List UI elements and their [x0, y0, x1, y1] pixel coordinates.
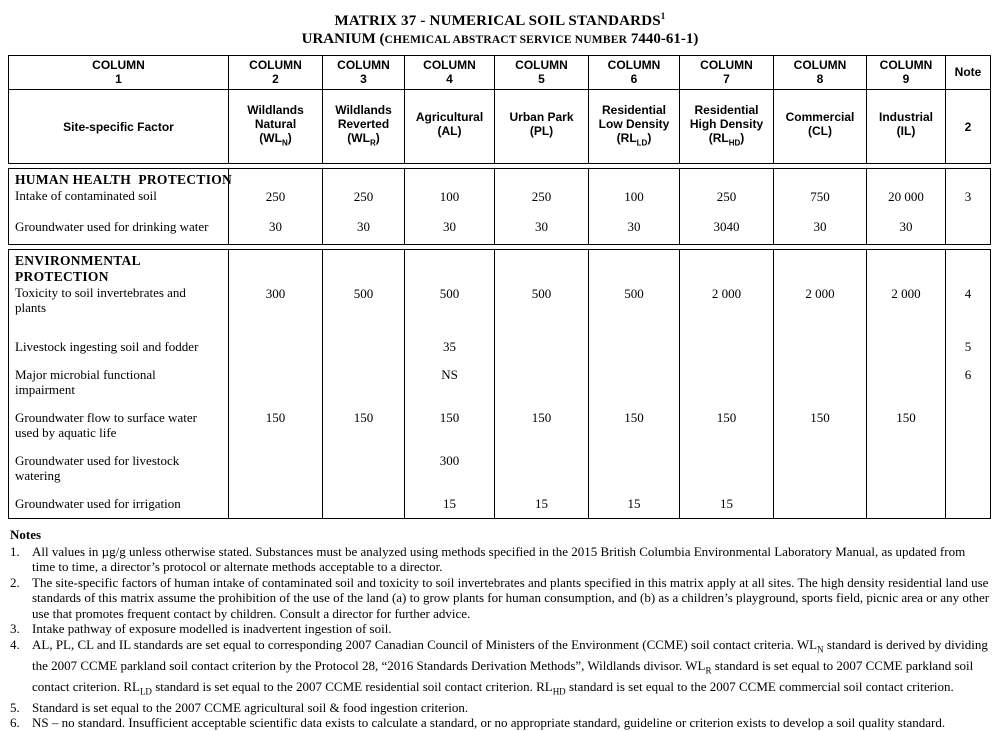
header-note-number: 2 [946, 90, 991, 164]
page-title-footnote-ref: 1 [660, 11, 666, 21]
value-cell: 15 [495, 484, 589, 519]
value-cell [229, 484, 323, 519]
table-row [9, 250, 991, 328]
value-cell [774, 441, 867, 484]
note-cell [946, 205, 991, 245]
value-cell [774, 327, 867, 355]
note-cell [946, 398, 991, 441]
value-cell: 150 [680, 398, 774, 441]
note-cell [946, 441, 991, 484]
note-cell: 4 [946, 250, 991, 328]
section-title: ENVIRONMENTAL PROTECTION [15, 253, 141, 284]
row-factor-label: Groundwater flow to surface water used by aquatic life [9, 398, 229, 441]
land-use-residential-high: Residential High Density $(RL_{HD})$ [680, 90, 774, 164]
value-cell [589, 327, 680, 355]
column-header-9: COLUMN 9 [867, 56, 946, 90]
note-number: 1. [10, 543, 20, 559]
table-row [9, 484, 991, 519]
list-item [10, 700, 992, 716]
value-cell [323, 355, 405, 398]
note-number: 6. [10, 715, 20, 731]
value-cell [589, 355, 680, 398]
note-text: Intake pathway of exposure modelled is inadvertent ingestion of soil. [32, 621, 392, 636]
land-use-urban-park: Urban Park (PL) [495, 90, 589, 164]
cas-number-value: 7440-61-1) [627, 31, 699, 47]
table-row [9, 327, 991, 355]
row-factor-label: Groundwater used for irrigation [9, 484, 229, 519]
value-cell [774, 484, 867, 519]
value-cell: 500 [405, 250, 495, 328]
note-text: Standard is set equal to the 2007 CCME agricultural soil & food ingestion criterion. [32, 699, 469, 715]
value-cell [589, 441, 680, 484]
value-cell: 750 [774, 169, 867, 206]
value-cell [229, 327, 323, 355]
list-item [10, 715, 992, 731]
column-header-1: COLUMN 1 [9, 56, 229, 90]
value-cell: 150 [589, 398, 680, 441]
value-cell: 150 [774, 398, 867, 441]
row-factor-label: Groundwater used for livestock watering [9, 441, 229, 484]
value-cell [867, 327, 946, 355]
value-cell [867, 441, 946, 484]
note-cell: 6 [946, 355, 991, 398]
land-use-industrial: Industrial (IL) [867, 90, 946, 164]
note-text: AL, PL, CL and IL standards are set equal to corresponding 2007 Canadian Council of Ministers of the Environment (CCME) soil contact criteria. $WL_N$ standard is derived by dividing the 2007 CCME parkland soil contact criterion by the Protocol 28, “2016 Standards Derivation Methods”, Wildlands divisor. $WL_R$ standard is set equal to 2007 CCME parkland soil contact criterion. $RL_{LD}$ standard is set equal to the 2007 CCME residential soil contact criterion. $RL_{HD}$ standard is set equal to the 2007 CCME commercial soil contact criterion. [32, 636, 988, 697]
notes-section [10, 527, 992, 731]
value-cell: 20 000 [867, 169, 946, 206]
value-cell: 500 [495, 250, 589, 328]
row-factor-label: Groundwater used for drinking water [9, 205, 229, 245]
value-cell: 150 [323, 398, 405, 441]
value-cell [680, 355, 774, 398]
note-text: The site-specific factors of human intake of contaminated soil and toxicity to soil invertebrates and plants specified in this matrix apply at all sites. The high density residential land use standards of this matrix assume the prohibition of the use of the land (a) to grow plants for human consumption, and (b) as a children’s playground, sports field, picnic area or any other use that promotes frequent contact by children. Consult a director for further advice. [32, 574, 990, 621]
column-header-7: COLUMN 7 [680, 56, 774, 90]
note-text: All values in µg/g unless otherwise stated. Substances must be analyzed using methods specified in the 2015 British Columbia Environmental Laboratory Manual, as updated from time to time, a director’s protocol or alternate methods acceptable to a director. [32, 543, 966, 574]
table-row [9, 355, 991, 398]
value-cell [229, 355, 323, 398]
human-health-section [8, 168, 991, 245]
list-item [10, 575, 992, 622]
site-specific-factor-header: Site-specific Factor [9, 90, 229, 164]
value-cell: 250 [680, 169, 774, 206]
value-cell [867, 355, 946, 398]
row-factor-label: Major microbial functional impairment [9, 355, 229, 398]
row-factor-label: Toxicity to soil invertebrates and plants [15, 285, 186, 315]
note-number: 5. [10, 699, 20, 715]
matrix-header-table [8, 55, 991, 164]
value-cell: 2 000 [774, 250, 867, 328]
column-header-4: COLUMN 4 [405, 56, 495, 90]
value-cell: 15 [405, 484, 495, 519]
list-item [10, 544, 992, 575]
value-cell [495, 355, 589, 398]
land-use-wildlands-reverted: Wildlands Reverted $(WL_R)$ [323, 90, 405, 164]
column-header-note: Note [946, 56, 991, 90]
value-cell [323, 327, 405, 355]
value-cell: 500 [589, 250, 680, 328]
value-cell: 150 [867, 398, 946, 441]
note-cell: 3 [946, 169, 991, 206]
value-cell: 30 [589, 205, 680, 245]
factor-cell [9, 250, 229, 328]
value-cell: 30 [495, 205, 589, 245]
notes-heading: Notes [10, 527, 42, 542]
table-row [9, 205, 991, 245]
value-cell: 300 [229, 250, 323, 328]
column-header-3: COLUMN 3 [323, 56, 405, 90]
value-cell: 150 [495, 398, 589, 441]
value-cell: 100 [405, 169, 495, 206]
page-subtitle [0, 30, 1000, 49]
value-cell: 30 [405, 205, 495, 245]
column-header-8: COLUMN 8 [774, 56, 867, 90]
value-cell: 30 [867, 205, 946, 245]
value-cell [495, 327, 589, 355]
list-item [10, 621, 992, 637]
table-row [9, 169, 991, 206]
value-cell [229, 441, 323, 484]
value-cell: 150 [405, 398, 495, 441]
table-row [9, 398, 991, 441]
land-use-residential-low: Residential Low Density $(RL_{LD})$ [589, 90, 680, 164]
value-cell: 100 [589, 169, 680, 206]
land-use-wildlands-natural: Wildlands Natural $(WL_N)$ [229, 90, 323, 164]
value-cell: 3040 [680, 205, 774, 245]
value-cell [323, 441, 405, 484]
value-cell [323, 484, 405, 519]
value-cell: NS [405, 355, 495, 398]
value-cell: 30 [774, 205, 867, 245]
land-use-row [9, 90, 991, 164]
list-item [10, 637, 992, 700]
value-cell: 30 [229, 205, 323, 245]
value-cell [680, 441, 774, 484]
land-use-agricultural: Agricultural (AL) [405, 90, 495, 164]
note-cell: 5 [946, 327, 991, 355]
note-number: 3. [10, 621, 20, 636]
page-title [0, 7, 1000, 30]
value-cell: 15 [680, 484, 774, 519]
value-cell: 2 000 [867, 250, 946, 328]
value-cell: 500 [323, 250, 405, 328]
substance-name: URANIUM ( [301, 31, 385, 47]
note-number: 2. [10, 574, 20, 590]
note-number: 4. [10, 636, 20, 652]
value-cell [495, 441, 589, 484]
value-cell: 250 [229, 169, 323, 206]
row-factor-label: Intake of contaminated soil [15, 188, 157, 203]
value-cell: 250 [495, 169, 589, 206]
note-text: NS – no standard. Insufficient acceptable scientific data exists to calculate a standard, or no appropriate standard, guideline or criterion exists to develop a soil quality standard. [32, 715, 946, 731]
value-cell: 30 [323, 205, 405, 245]
column-header-2: COLUMN 2 [229, 56, 323, 90]
column-number-row [9, 56, 991, 90]
value-cell: 300 [405, 441, 495, 484]
value-cell: 15 [589, 484, 680, 519]
note-cell [946, 484, 991, 519]
environmental-section [8, 249, 991, 519]
section-title: HUMAN HEALTH PROTECTION [15, 172, 233, 187]
factor-cell [9, 169, 233, 206]
value-cell: 150 [229, 398, 323, 441]
value-cell [867, 484, 946, 519]
row-factor-label: Livestock ingesting soil and fodder [9, 327, 229, 355]
column-header-6: COLUMN 6 [589, 56, 680, 90]
table-row [9, 441, 991, 484]
value-cell [680, 327, 774, 355]
value-cell: 2 000 [680, 250, 774, 328]
page-title-text: MATRIX 37 - NUMERICAL SOIL STANDARDS [334, 13, 661, 29]
value-cell: 250 [323, 169, 405, 206]
value-cell: 35 [405, 327, 495, 355]
value-cell [774, 355, 867, 398]
land-use-commercial: Commercial (CL) [774, 90, 867, 164]
cas-number-label: CHEMICAL ABSTRACT SERVICE NUMBER [384, 34, 628, 46]
column-header-5: COLUMN 5 [495, 56, 589, 90]
document-title-block [0, 0, 1000, 49]
